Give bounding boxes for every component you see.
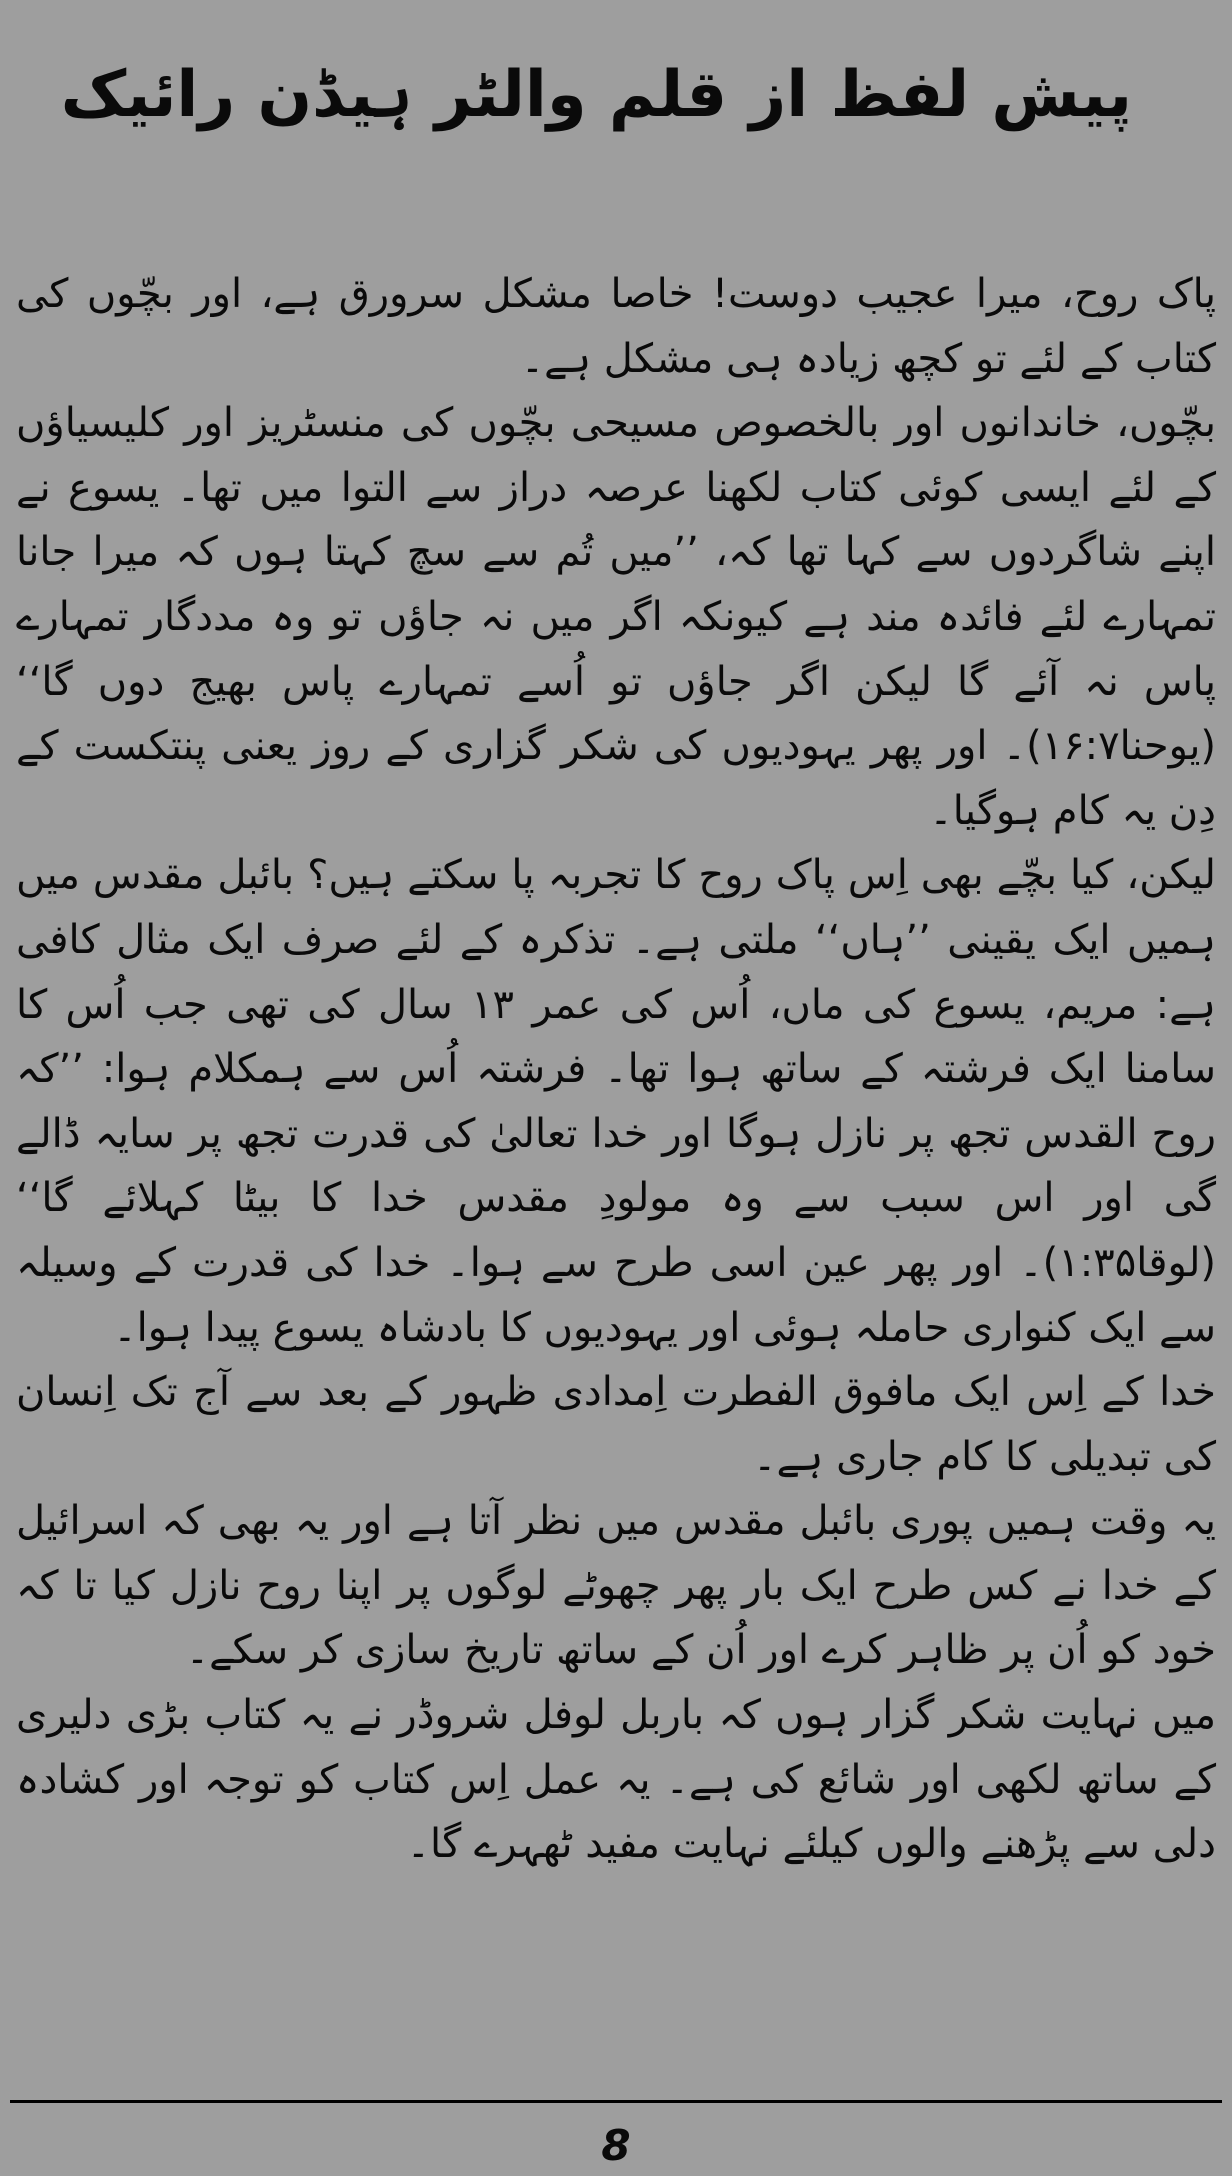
paragraph-2: بچّوں، خاندانوں اور بالخصوص مسیحی بچّوں کی منسٹریز اور کلیسیاؤں کے لئے ایسی کوئی کتاب لکھنا عرصہ دراز سے التوا میں تھا۔ یسوع نے اپنے شاگردوں سے کہا تھا کہ، ’’میں تُم سے سچ کہتا ہوں کہ میرا جانا تمہارے لئے فائدہ مند ہے کیونکہ اگر میں نہ جاؤں تو وہ مددگار تمہارے پاس نہ آئے گا لیکن اگر جاؤں تو اُسے تمہارے پاس بھیج دوں گا‘‘ (یوحنا۱۶:۷)۔ اور پھر یہودیوں کی شکر گزاری کے روز یعنی پنتکست کے دِن یہ کام ہوگیا۔ [16, 400, 1216, 834]
paragraph-3: لیکن، کیا بچّے بھی اِس پاک روح کا تجربہ پا سکتے ہیں؟ بائبل مقدس میں ہمیں ایک یقینی ’’ہاں‘‘ ملتی ہے۔ تذکرہ کے لئے صرف ایک مثال کافی ہے: مریم، یسوع کی ماں، اُس کی عمر ۱۳ سال کی تھی جب اُس کا سامنا ایک فرشتہ کے ساتھ ہوا تھا۔ فرشتہ اُس سے ہمکلام ہوا: ’’کہ روح القدس تجھ پر نازل ہوگا اور خدا تعالیٰ کی قدرت تجھ پر سایہ ڈالے گی اور اس سبب سے وہ مولودِ مقدس خدا کا بیٹا کہلائے گا‘‘ (لوقا۱:۳۵)۔ اور پھر عین اسی طرح سے ہوا۔ خدا کی قدرت کے وسیلہ سے ایک کنواری حاملہ ہوئی اور یہودیوں کا بادشاہ یسوع پیدا ہوا۔ [16, 852, 1216, 1351]
body-text [16, 262, 1216, 1877]
page-number: 8 [601, 2121, 631, 2170]
paragraph-5: یہ وقت ہمیں پوری بائبل مقدس میں نظر آتا ہے اور یہ بھی کہ اسرائیل کے خدا نے کس طرح ایک بار پھر چھوٹے لوگوں پر اپنا روح نازل کیا تا کہ خود کو اُن پر ظاہر کرے اور اُن کے ساتھ تاریخ سازی کر سکے۔ [16, 1498, 1216, 1674]
paragraph-1: پاک روح، میرا عجیب دوست! خاصا مشکل سرورق ہے، اور بچّوں کی کتاب کے لئے تو کچھ زیادہ ہی مشکل ہے۔ [16, 271, 1216, 382]
paragraph-4: خدا کے اِس ایک مافوق الفطرت اِمدادی ظہور کے بعد سے آج تک اِنسان کی تبدیلی کا کام جاری ہے۔ [16, 1369, 1216, 1480]
page-title: پیش لفظ از قلم والٹر ہیڈن رائیک [60, 58, 1132, 132]
paragraph-6: میں نہایت شکر گزار ہوں کہ باربل لوفل شروڈر نے یہ کتاب بڑی دلیری کے ساتھ لکھی اور شائع کی ہے۔ یہ عمل اِس کتاب کو توجہ اور کشادہ دلی سے پڑھنے والوں کیلئے نہایت مفید ٹھہرے گا۔ [16, 1692, 1216, 1868]
footer-divider [10, 2100, 1222, 2103]
